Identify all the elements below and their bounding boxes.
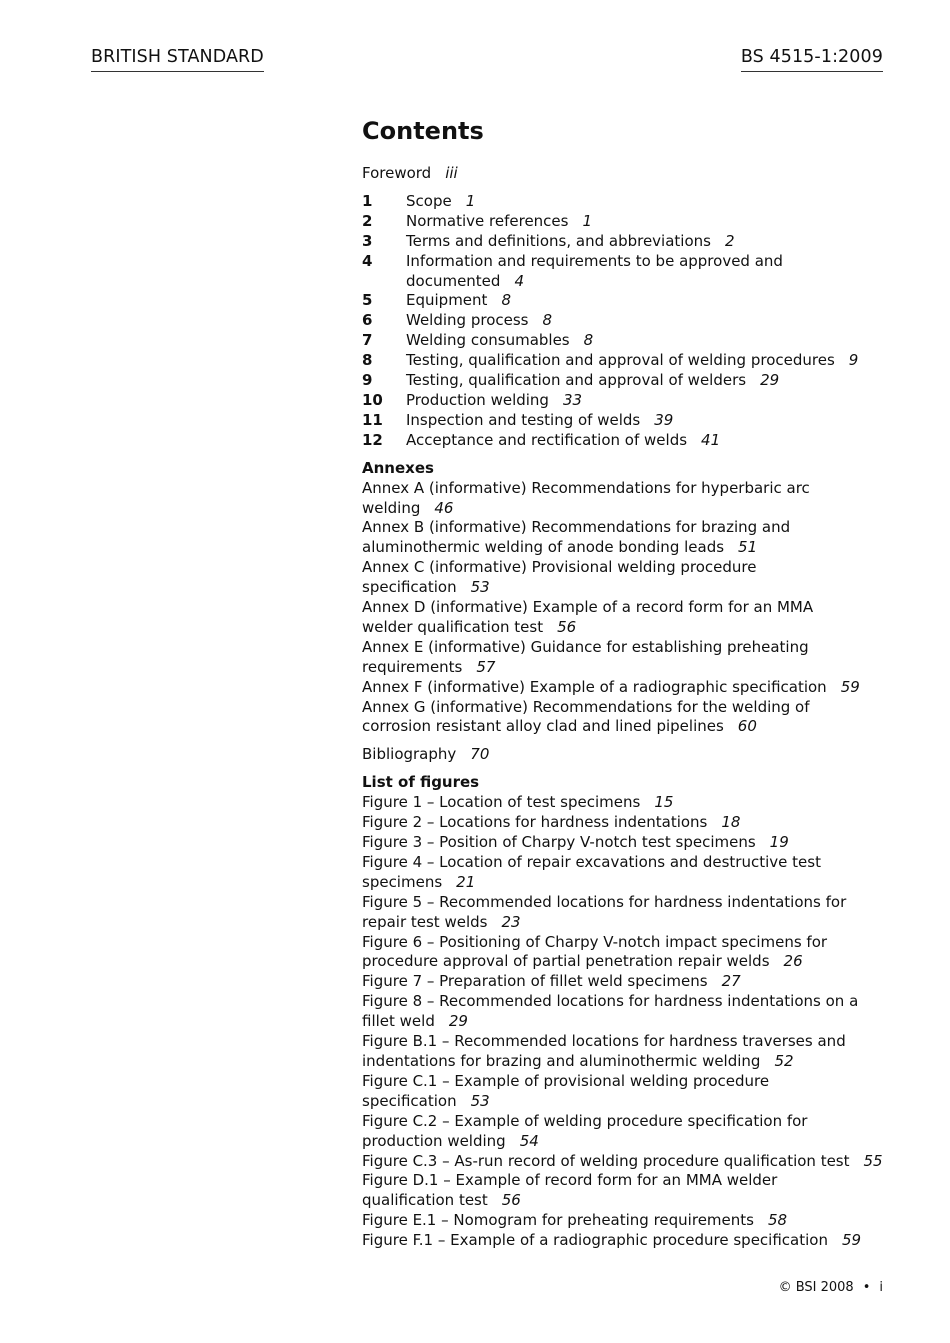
figure-list xyxy=(362,773,902,1251)
toc-page-number: iii xyxy=(445,164,458,182)
toc-label: Figure C.2 – Example of welding procedure specification for production welding xyxy=(362,1111,808,1150)
page-footer xyxy=(779,1279,883,1297)
figure-entry[interactable] xyxy=(362,1032,847,1072)
toc-page-number: 4 xyxy=(514,271,524,290)
bullet-separator: • xyxy=(862,1280,871,1295)
copyright-notice: © BSI 2008 xyxy=(778,1280,854,1295)
toc-page-number: 21 xyxy=(456,872,476,891)
annexes-heading: Annexes xyxy=(362,458,434,477)
toc-page-number: 29 xyxy=(448,1012,468,1031)
figure-entry[interactable] xyxy=(362,893,857,933)
toc-label: Welding consumables xyxy=(406,331,570,350)
page-title: Contents xyxy=(362,117,484,145)
toc-label: Information and requirements to be approved and documented xyxy=(406,251,783,290)
toc-label: Figure 3 – Position of Charpy V-notch test specimens xyxy=(362,833,756,851)
figure-entry[interactable] xyxy=(362,1211,902,1231)
chapter-entry[interactable] xyxy=(362,411,902,431)
toc-label: Inspection and testing of welds xyxy=(406,410,641,429)
chapter-number: 6 xyxy=(362,311,373,330)
toc-label: Figure C.3 – As-run record of welding procedure qualification test xyxy=(362,1151,850,1170)
toc-label: Acceptance and rectification of welds xyxy=(406,430,688,449)
chapter-number: 1 xyxy=(362,191,373,210)
toc-page-number: 39 xyxy=(654,410,674,429)
figure-entry[interactable] xyxy=(362,992,867,1032)
toc-label: Bibliography xyxy=(362,745,457,764)
toc-label: Figure F.1 – Example of a radiographic procedure specification xyxy=(362,1231,828,1250)
header-standard-label: BRITISH STANDARD xyxy=(91,46,264,72)
toc-label: Annex E (informative) Guidance for establishing preheating requirements xyxy=(362,637,809,676)
toc-label: Figure D.1 – Example of record form for an MMA welder qualification test xyxy=(362,1171,778,1210)
chapter-entry[interactable] xyxy=(362,212,902,232)
toc-page-number: 8 xyxy=(583,331,594,350)
toc-page-number: 56 xyxy=(501,1191,521,1210)
toc-label: Scope xyxy=(406,191,452,210)
toc-page-number: 52 xyxy=(774,1051,794,1070)
figure-entry[interactable] xyxy=(362,1112,822,1152)
toc-page-number: 60 xyxy=(737,717,757,736)
chapter-entry[interactable] xyxy=(362,431,902,451)
chapter-entry[interactable] xyxy=(362,391,902,411)
toc-page-number: 46 xyxy=(434,498,454,517)
annex-entry[interactable] xyxy=(362,518,802,558)
toc-label: Figure C.1 – Example of provisional welding procedure specification xyxy=(362,1071,770,1110)
figure-entry[interactable] xyxy=(362,972,902,992)
toc-page-number: 55 xyxy=(863,1151,883,1170)
figure-entry[interactable] xyxy=(362,1171,802,1211)
toc-page-number: 53 xyxy=(470,578,490,597)
toc-page-number: 57 xyxy=(476,657,496,676)
figure-entry[interactable] xyxy=(362,793,902,813)
chapter-entry[interactable] xyxy=(362,232,902,252)
chapter-entry[interactable] xyxy=(362,311,902,331)
toc-page-number: 26 xyxy=(783,952,803,971)
header-standard-number: BS 4515-1:2009 xyxy=(741,46,883,72)
annex-entry[interactable] xyxy=(362,598,832,638)
chapter-entry[interactable] xyxy=(362,192,902,212)
toc-page-number: 59 xyxy=(841,1231,862,1250)
bibliography-entry[interactable] xyxy=(362,745,902,765)
toc-label: Annex G (informative) Recommendations for the welding of corrosion resistant alloy clad and lined pipelines xyxy=(362,697,810,736)
toc-label: Production welding xyxy=(406,390,549,409)
chapter-entry[interactable] xyxy=(362,371,902,391)
chapter-number: 5 xyxy=(362,291,373,310)
toc-page-number: 59 xyxy=(840,677,860,696)
annex-entry[interactable] xyxy=(362,479,817,519)
chapter-number: 7 xyxy=(362,331,373,350)
page-number: i xyxy=(879,1280,883,1295)
toc-label: Annex A (informative) Recommendations for hyperbaric arc welding xyxy=(362,478,810,517)
toc-page-number: 2 xyxy=(724,231,735,250)
figure-entry[interactable] xyxy=(362,933,837,973)
toc-label: Testing, qualification and approval of welders xyxy=(406,371,747,390)
chapter-entry[interactable] xyxy=(362,351,902,371)
chapter-number: 4 xyxy=(362,251,373,270)
chapter-entry[interactable] xyxy=(362,291,902,311)
figure-entry[interactable] xyxy=(362,813,902,833)
annex-list xyxy=(362,459,902,738)
toc-label: Figure B.1 – Recommended locations for hardness traverses and indentations for brazing and aluminothermic welding xyxy=(362,1032,846,1070)
toc-page-number: 8 xyxy=(542,311,553,330)
toc-label: Figure 2 – Locations for hardness indentations xyxy=(362,813,708,832)
chapter-number: 9 xyxy=(362,371,373,390)
toc-page-number: 19 xyxy=(769,833,789,851)
annex-entry[interactable] xyxy=(362,558,772,598)
toc-page-number: 54 xyxy=(519,1131,539,1150)
toc-label: Figure 1 – Location of test specimens xyxy=(362,793,641,812)
chapter-number: 12 xyxy=(362,430,383,449)
toc-label: Welding process xyxy=(406,311,529,330)
toc-page-number: 70 xyxy=(470,745,490,764)
toc-page-number: 9 xyxy=(848,351,859,370)
toc-label: Annex C (informative) Provisional welding procedure specification xyxy=(362,558,757,597)
annex-entry[interactable] xyxy=(362,698,822,738)
toc-page-number: 51 xyxy=(738,538,758,557)
chapter-number: 8 xyxy=(362,351,373,370)
toc-page-number: 23 xyxy=(501,912,521,931)
toc-label: Figure 6 – Positioning of Charpy V-notch impact specimens for procedure approval of partial penetration repair welds xyxy=(362,932,828,971)
toc-page-number: 53 xyxy=(470,1091,490,1110)
toc-label: Terms and definitions, and abbreviations xyxy=(406,231,711,250)
toc-label: Annex B (informative) Recommendations for brazing and aluminothermic welding of anode bonding leads xyxy=(362,518,791,557)
toc-label: Normative references xyxy=(406,211,569,230)
toc-label: Figure 8 – Recommended locations for hardness indentations on a fillet weld xyxy=(362,992,859,1031)
toc-page-number: 58 xyxy=(767,1211,788,1230)
toc-page-number: 18 xyxy=(721,813,741,832)
chapter-entry[interactable] xyxy=(362,252,902,292)
toc-label: Figure 5 – Recommended locations for hardness indentations for repair test welds xyxy=(362,892,847,931)
toc-label: Foreword xyxy=(362,164,432,182)
chapter-number: 2 xyxy=(362,211,373,230)
toc-page-number: 33 xyxy=(562,390,583,409)
toc-label: Figure E.1 – Nomogram for preheating requirements xyxy=(362,1211,754,1230)
figure-entry[interactable] xyxy=(362,1072,782,1112)
toc-page-number: 1 xyxy=(582,211,593,230)
figure-entry[interactable] xyxy=(362,1152,902,1172)
figures-heading: List of figures xyxy=(362,773,480,792)
chapter-entry[interactable] xyxy=(362,331,902,351)
figure-entry[interactable] xyxy=(362,1231,902,1251)
toc-label: Figure 4 – Location of repair excavations and destructive test specimens xyxy=(362,852,821,891)
toc-label: Testing, qualification and approval of welding procedures xyxy=(406,351,835,370)
toc-label: Annex F (informative) Example of a radiographic specification xyxy=(362,677,827,696)
toc-page-number: 8 xyxy=(501,291,511,310)
toc-label: Annex D (informative) Example of a record form for an MMA welder qualification test xyxy=(362,598,814,636)
toc-page-number: 41 xyxy=(701,430,721,449)
foreword-entry[interactable] xyxy=(362,164,902,184)
toc-label: Equipment xyxy=(406,291,488,310)
chapter-number: 10 xyxy=(362,390,383,409)
toc-page-number: 15 xyxy=(654,793,674,812)
toc-page-number: 1 xyxy=(465,191,476,210)
figure-entry[interactable] xyxy=(362,853,827,893)
toc-label: Figure 7 – Preparation of fillet weld specimens xyxy=(362,972,708,991)
toc-page-number: 29 xyxy=(760,371,780,390)
figure-entry[interactable] xyxy=(362,833,902,853)
annex-entry[interactable] xyxy=(362,638,817,678)
chapter-number: 3 xyxy=(362,231,373,250)
chapter-list xyxy=(362,192,902,451)
toc-page-number: 27 xyxy=(721,972,741,991)
annex-entry[interactable] xyxy=(362,678,902,698)
toc-page-number: 56 xyxy=(557,617,577,636)
contents-section xyxy=(362,116,902,1251)
chapter-number: 11 xyxy=(362,410,383,429)
